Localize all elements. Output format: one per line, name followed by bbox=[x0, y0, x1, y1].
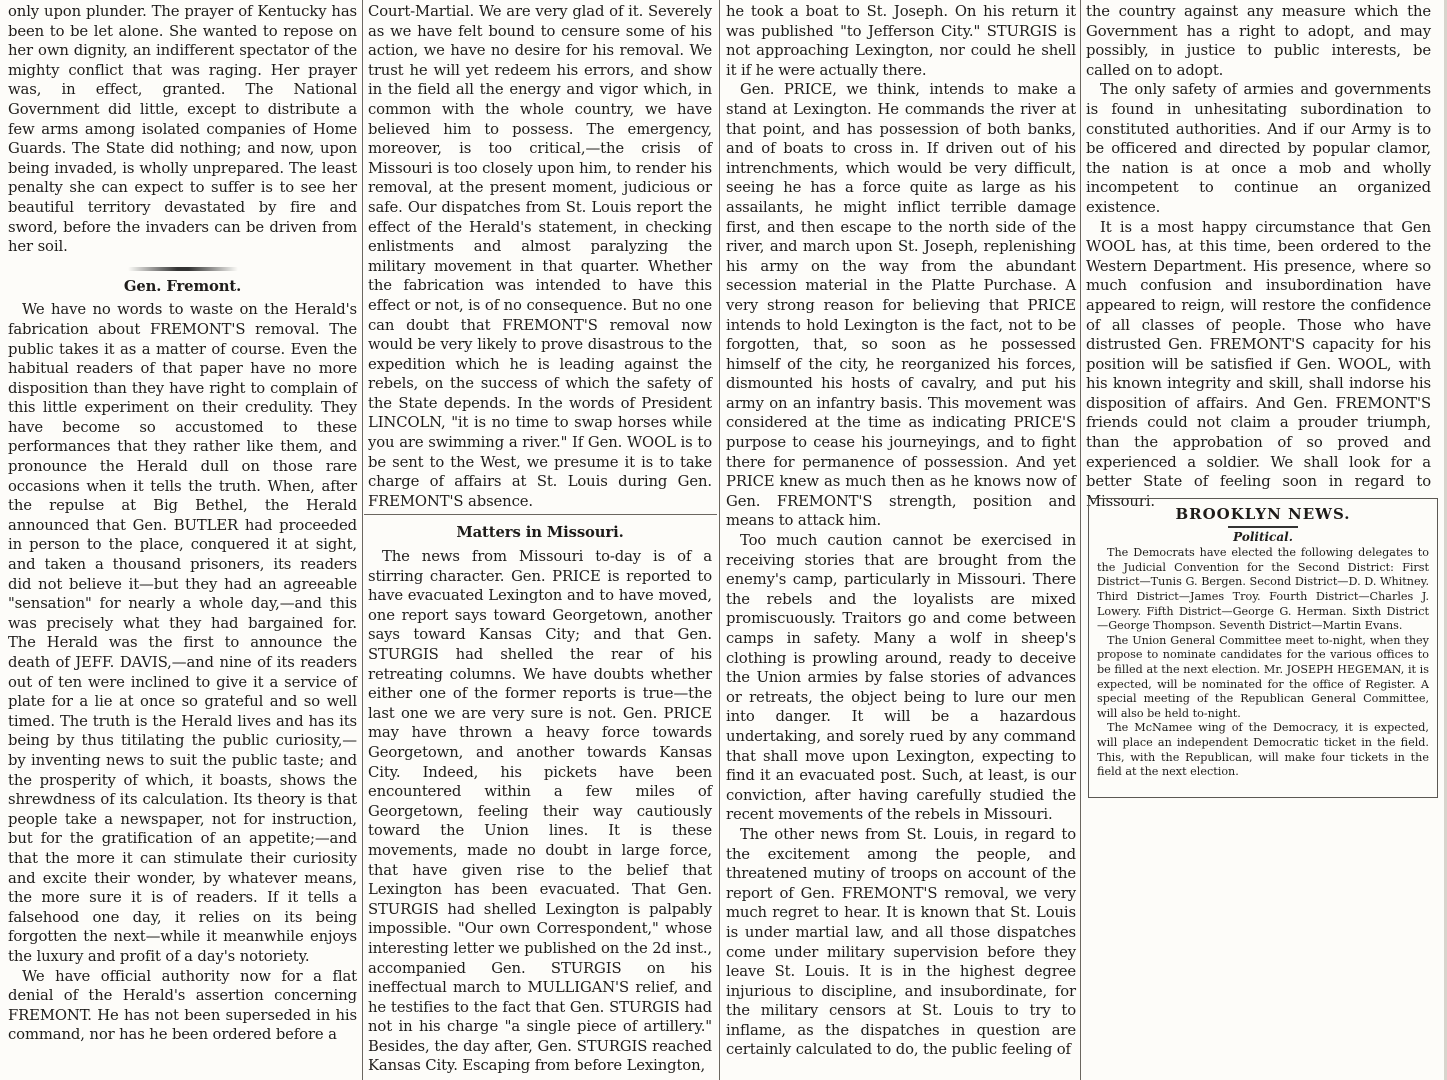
article-paragraph: only upon plunder. The prayer of Kentucky has been to be let alone. She wanted to repose on her own dignity, an indifferent spectator of the mighty conflict that was raging. Her prayer was, in effect, granted. The National Government did little, except to distribute a few arms among isolated companies of Home Guards. The State did nothing; and now, upon being invaded, is wholly unprepared. The least penalty she can expect to suffer is to see her beautiful territory devastated by fire and sword, before the invaders can be driven from her soil. bbox=[8, 3, 357, 256]
article-column-3 bbox=[726, 2, 1076, 1078]
heading-matters-in-missouri: Matters in Missouri. bbox=[456, 524, 624, 542]
heading-gen-fremont: Gen. Fremont. bbox=[123, 277, 242, 295]
article-column-4 bbox=[1086, 2, 1431, 510]
brooklyn-news-title: BROOKLYN NEWS. bbox=[1175, 505, 1351, 523]
heading-ornament bbox=[1228, 526, 1298, 528]
article-paragraph: We have no words to waste on the Herald's fabrication about FREMONT'S removal. The public takes it as a matter of course. Even the habitual readers of that paper have no more disposition than they have right to complain of this little experiment on their credulity. They have become so accustomed to these performances that they rather like them, and pronounce the Herald dull on those rare occasions when it tells the truth. When, after the repulse at Big Bethel, the Herald announced that Gen. BUTLER had proceeded in person to the place, conquered it at sight, and taken a thousand prisoners, its readers did not believe it—but they had an agreeable "sensation" for nearly a whole day,—and this was precisely what they had bargained for. The Herald was the first to announce the death of JEFF. DAVIS,—and nine of its readers out of ten were inclined to give it a service of plate for a lie at once so grateful and so well timed. The truth is the Herald lives and has its being by thus titilating the public curiosity,—by inventing news to suit the public taste; and the prosperity of which, it boasts, shows the shrewdness of its calculation. Its theory is that people take a newspaper, not for instruction, but for the gratification of an appetite;—and that the more it can stimulate their curiosity and excite their wonder, by whatever means, the more sure it is of readers. If it tells a falsehood one day, it relies on its being forgotten the next—while it meanwhile enjoys the luxury and profit of a day's notoriety. bbox=[8, 301, 357, 965]
political-subheading: Political. bbox=[1233, 529, 1293, 544]
brooklyn-paragraph: The Democrats have elected the following delegates to the Judicial Convention for the Second District: First District—Tunis G. Bergen. Second District—D. D. Whitney. Third District—James Troy. Fourth District—Charles J. Lowery. Fifth District—George G. Herman. Sixth District—George Thompson. Seventh District—Martin Evans. bbox=[1097, 546, 1429, 633]
heading-ornament bbox=[128, 267, 238, 271]
article-paragraph: the country against any measure which the Government has a right to adopt, and may possibly, in justice to public interests, be called on to adopt. bbox=[1086, 3, 1431, 79]
brooklyn-paragraph: The Union General Committee meet to-night, when they propose to nominate candidates for the various offices to be filled at the next election. Mr. JOSEPH HEGEMAN, it is expected, will be nominated for the office of Register. A special meeting of the Republican General Committee, will also be held to-night. bbox=[1097, 633, 1429, 720]
article-column-1 bbox=[8, 2, 357, 1078]
article-paragraph: Too much caution cannot be exercised in receiving stories that are brought from the enemy's camp, particularly in Missouri. There the rebels and the loyalists are mixed promiscuously. Traitors go and come between camps in safety. Many a wolf in sheep's clothing is prowling around, ready to deceive the Union armies by false stories of advances or retreats, the object being to lure our men into danger. It will be a hazardous undertaking, and sorely rued by any command that shall move upon Lexington, expecting to find it an evacuated post. Such, at least, is our conviction, after having carefully studied the recent movements of the rebels in Missouri. bbox=[726, 532, 1076, 824]
article-paragraph: The other news from St. Louis, in regard to the excitement among the people, and threatened mutiny of troops on account of the report of Gen. FREMONT'S removal, we very much regret to hear. It is known that St. Louis is under martial law, and all those dispatches come under military supervision before they leave St. Louis. It is in the highest degree injurious to discipline, and insubordinate, for the military censors at St. Louis to try to inflame, as the dispatches in question are certainly calculated to do, the public feeling of bbox=[726, 825, 1076, 1059]
article-paragraph: We have official authority now for a flat denial of the Herald's assertion concerning FREMONT. He has not been superseded in his command, nor has he been ordered before a bbox=[8, 967, 357, 1044]
brooklyn-news-box bbox=[1088, 498, 1438, 798]
article-paragraph: The news from Missouri to-day is of a stirring character. Gen. PRICE is reported to have evacuated Lexington and to have moved, one report says toward Georgetown, another says toward Kansas City; and that Gen. STURGIS had shelled the rear of his retreating columns. We have doubts whether either one of the former reports is true—the last one we are very sure is not. Gen. PRICE may have thrown a heavy force towards Georgetown, and another towards Kansas City. Indeed, his pickets have been encountered within a few miles of Georgetown, feeling their way cautiously toward the Union lines. It is these movements, made no doubt in large force, that have given rise to the belief that Lexington has been evacuated. That Gen. STURGIS had shelled Lexington is palpably impossible. "Our own Correspondent," whose interesting letter we published on the 2d inst., accompanied Gen. STURGIS on his ineffectual march to MULLIGAN'S relief, and he testifies to the fact that Gen. STURGIS had not in his charge "a single piece of artillery." Besides, the day after, Gen. STURGIS reached Kansas City. Escaping from before Lexington, bbox=[368, 548, 712, 1075]
article-paragraph: Gen. PRICE, we think, intends to make a stand at Lexington. He commands the river at that point, and has possession of both banks, and of boats to cross in. If driven out of his intrenchments, which would be very difficult, seeing he has a force quite as large as his assailants, he might inflict terrible damage first, and then escape to the north side of the river, and march upon St. Joseph, replenishing his army on the way from the abundant secession material in the Platte Purchase. A very strong reason for believing that PRICE intends to hold Lexington is the fact, not to be forgotten, that, so soon as he possessed himself of the city, he reorganized his forces, dismounted his hosts of cavalry, and put his army on an infantry basis. This movement was considered at the time as indicating PRICE'S purpose to cease his journeyings, and to fight there for permanence of possession. And yet PRICE knew as much then as he knows now of Gen. FREMONT'S strength, position and means to attack him. bbox=[726, 81, 1076, 530]
brooklyn-paragraph: The McNamee wing of the Democracy, it is expected, will place an independent Democratic ticket in the field. This, with the Republican, will make four tickets in the field at the next election. bbox=[1097, 721, 1429, 779]
column-rule bbox=[1080, 0, 1081, 1080]
article-paragraph: It is a most happy circumstance that Gen WOOL has, at this time, been ordered to the Western Department. His presence, where so much confusion and insubordination have appeared to reign, will restore the confidence of all classes of people. Those who have distrusted Gen. FREMONT'S capacity for his position will be satisfied if Gen. WOOL, with his known integrity and skill, shall indorse his disposition of affairs. And Gen. FREMONT'S friends could not claim a prouder triumph, than the approbation of so proved and experienced a soldier. We shall look for a better State of feeling soon in regard to Missouri. bbox=[1086, 218, 1431, 510]
article-paragraph: The only safety of armies and governments is found in unhesitating subordination to constituted authorities. And if our Army is to be officered and directed by popular clamor, the nation is at once a mob and wholly incompetent to continue an organized existence. bbox=[1086, 81, 1431, 216]
article-column-2 bbox=[368, 2, 712, 1078]
column-rule bbox=[719, 0, 720, 1080]
article-paragraph: Court-Martial. We are very glad of it. Severely as we have felt bound to censure some of his action, we have no desire for his removal. We trust he will yet redeem his errors, and show in the field all the energy and vigor which, in common with the whole country, we have believed him to possess. The emergency, moreover, is too critical,—the crisis of Missouri is too closely upon him, to render his removal, at the present moment, judicious or safe. Our dispatches from St. Louis report the effect of the Herald's statement, in checking enlistments and almost paralyzing the military movement in that quarter. Whether the fabrication was intended to have this effect or not, is of no consequence. But no one can doubt that FREMONT'S removal now would be very likely to prove disastrous to the expedition which he is leading against the rebels, on the success of which the safety of the State depends. In the words of President LINCOLN, "it is no time to swap horses while you are swimming a river." If Gen. WOOL is to be sent to the West, we presume it is to take charge of affairs at St. Louis during Gen. FREMONT'S absence. bbox=[368, 3, 712, 510]
column-rule bbox=[362, 0, 363, 1080]
article-paragraph: he took a boat to St. Joseph. On his return it was published "to Jefferson City." STURGIS is not approaching Lexington, nor could he shell it if he were actually there. bbox=[726, 3, 1076, 79]
